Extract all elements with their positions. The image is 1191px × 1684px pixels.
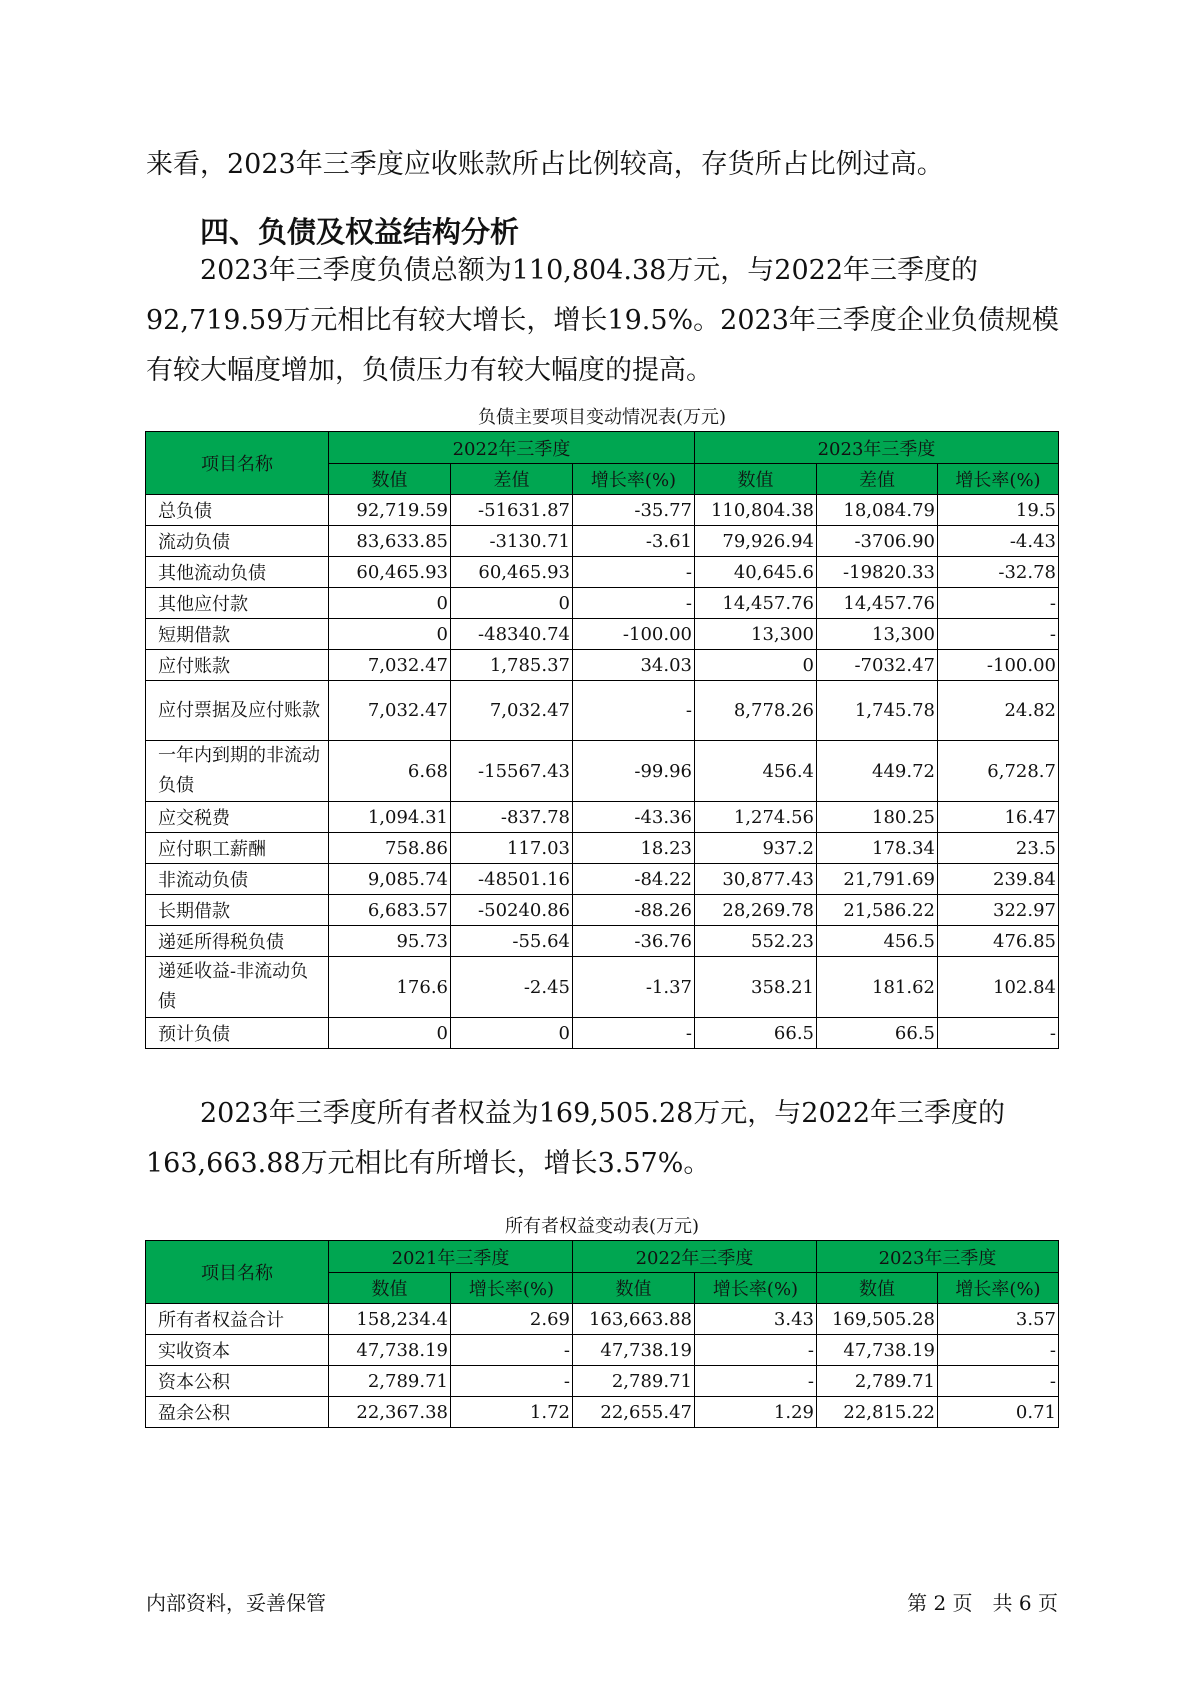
- table-cell: -2.45: [451, 957, 573, 1018]
- table-cell: -19820.33: [817, 557, 938, 588]
- footer-page-number: 第 2 页 共 6 页: [907, 1591, 1058, 1615]
- table-cell: 0.71: [938, 1397, 1059, 1428]
- table-cell: 178.34: [817, 833, 938, 864]
- table-cell: 181.62: [817, 957, 938, 1018]
- table-cell: -: [938, 588, 1059, 619]
- row-label: 递延所得税负债: [146, 926, 329, 957]
- table-cell: 30,877.43: [695, 864, 817, 895]
- table-cell: -100.00: [573, 619, 695, 650]
- table-cell: -3706.90: [817, 526, 938, 557]
- table-cell: -: [938, 1366, 1059, 1397]
- table-cell: 7,032.47: [451, 681, 573, 741]
- row-label: 其他应付款: [146, 588, 329, 619]
- table-cell: 2.69: [451, 1304, 573, 1335]
- item-name-header: 项目名称: [146, 1241, 329, 1304]
- liability-paragraph: 2023年三季度负债总额为110,804.38万元，与2022年三季度的92,719.59万元相比有较大增长，增长19.5%。2023年三季度企业负债规模有较大幅度增加，负债压力有较大幅度的提高。: [146, 255, 1059, 386]
- growth-rate-header: 增长率(%): [573, 464, 695, 495]
- period-header: 2022年三季度: [329, 432, 695, 464]
- table-cell: 1,274.56: [695, 802, 817, 833]
- table-row: [146, 957, 1059, 1018]
- table-cell: 102.84: [938, 957, 1059, 1018]
- table-cell: 163,663.88: [573, 1304, 695, 1335]
- row-label: 其他流动负债: [146, 557, 329, 588]
- equity-paragraph: 2023年三季度所有者权益为169,505.28万元，与2022年三季度的163,663.88万元相比有所增长，增长3.57%。: [146, 1098, 1006, 1179]
- row-label: 长期借款: [146, 895, 329, 926]
- table-cell: 21,586.22: [817, 895, 938, 926]
- table-cell: -3.61: [573, 526, 695, 557]
- table-cell: 79,926.94: [695, 526, 817, 557]
- table-cell: -36.76: [573, 926, 695, 957]
- row-label: 资本公积: [146, 1366, 329, 1397]
- table-cell: 456.5: [817, 926, 938, 957]
- table-cell: 7,032.47: [329, 650, 451, 681]
- table-cell: 176.6: [329, 957, 451, 1018]
- table-cell: 2,789.71: [573, 1366, 695, 1397]
- table-cell: -: [938, 1018, 1059, 1049]
- table-cell: 60,465.93: [329, 557, 451, 588]
- row-label: 递延收益-非流动负债: [146, 957, 329, 1018]
- row-label: 短期借款: [146, 619, 329, 650]
- table-row: [146, 588, 1059, 619]
- table-cell: 92,719.59: [329, 495, 451, 526]
- liability-table: [145, 431, 1059, 1049]
- item-name-header: 项目名称: [146, 432, 329, 495]
- table-cell: 16.47: [938, 802, 1059, 833]
- table-cell: -32.78: [938, 557, 1059, 588]
- table-cell: -55.64: [451, 926, 573, 957]
- period-header: 2021年三季度: [329, 1241, 573, 1273]
- row-label: 实收资本: [146, 1335, 329, 1366]
- table-cell: -3130.71: [451, 526, 573, 557]
- row-label: 一年内到期的非流动负债: [146, 741, 329, 802]
- table-cell: 21,791.69: [817, 864, 938, 895]
- table-cell: -: [573, 681, 695, 741]
- table-cell: -7032.47: [817, 650, 938, 681]
- table-cell: 83,633.85: [329, 526, 451, 557]
- table-cell: 24.82: [938, 681, 1059, 741]
- table-cell: 449.72: [817, 741, 938, 802]
- table-cell: 22,815.22: [817, 1397, 938, 1428]
- table-cell: -48501.16: [451, 864, 573, 895]
- table-cell: -4.43: [938, 526, 1059, 557]
- table-row: [146, 1018, 1059, 1049]
- table-cell: 7,032.47: [329, 681, 451, 741]
- table-cell: 8,778.26: [695, 681, 817, 741]
- table-cell: 6.68: [329, 741, 451, 802]
- table-cell: 0: [451, 1018, 573, 1049]
- row-label: 非流动负债: [146, 864, 329, 895]
- growth-rate-header: 增长率(%): [695, 1273, 817, 1304]
- equity-table: [145, 1240, 1059, 1428]
- table-cell: 180.25: [817, 802, 938, 833]
- table-cell: 23.5: [938, 833, 1059, 864]
- table-row: [146, 619, 1059, 650]
- table-cell: 552.23: [695, 926, 817, 957]
- growth-rate-header: 增长率(%): [938, 1273, 1059, 1304]
- table-cell: -48340.74: [451, 619, 573, 650]
- table-cell: 937.2: [695, 833, 817, 864]
- difference-header: 差值: [817, 464, 938, 495]
- section-heading: 四、负债及权益结构分析: [200, 215, 520, 249]
- table-row: [146, 802, 1059, 833]
- table-cell: 110,804.38: [695, 495, 817, 526]
- table-cell: 1,785.37: [451, 650, 573, 681]
- row-label: 所有者权益合计: [146, 1304, 329, 1335]
- table-cell: 1.72: [451, 1397, 573, 1428]
- table-row: [146, 864, 1059, 895]
- table-cell: 117.03: [451, 833, 573, 864]
- table-cell: 358.21: [695, 957, 817, 1018]
- table-cell: 60,465.93: [451, 557, 573, 588]
- table-cell: 169,505.28: [817, 1304, 938, 1335]
- table-cell: -1.37: [573, 957, 695, 1018]
- value-header: 数值: [573, 1273, 695, 1304]
- table-cell: 18,084.79: [817, 495, 938, 526]
- table-cell: 0: [695, 650, 817, 681]
- table-cell: -88.26: [573, 895, 695, 926]
- table-cell: -100.00: [938, 650, 1059, 681]
- table-cell: 0: [451, 588, 573, 619]
- row-label: 应付票据及应付账款: [146, 681, 329, 741]
- table-cell: 47,738.19: [817, 1335, 938, 1366]
- table-cell: 1,094.31: [329, 802, 451, 833]
- table-cell: -: [695, 1335, 817, 1366]
- table-cell: -837.78: [451, 802, 573, 833]
- table-cell: 476.85: [938, 926, 1059, 957]
- table-row: [146, 650, 1059, 681]
- table-cell: -15567.43: [451, 741, 573, 802]
- table-cell: 158,234.4: [329, 1304, 451, 1335]
- row-label: 应付职工薪酬: [146, 833, 329, 864]
- table-row: [146, 681, 1059, 741]
- table-cell: -: [938, 1335, 1059, 1366]
- row-label: 盈余公积: [146, 1397, 329, 1428]
- table-cell: -: [938, 619, 1059, 650]
- table-cell: 95.73: [329, 926, 451, 957]
- table-cell: 66.5: [817, 1018, 938, 1049]
- table-cell: -: [695, 1366, 817, 1397]
- table-cell: 0: [329, 588, 451, 619]
- table-cell: 13,300: [817, 619, 938, 650]
- table-cell: 0: [329, 1018, 451, 1049]
- equity-table-caption: 所有者权益变动表(万元): [504, 1216, 700, 1237]
- growth-rate-header: 增长率(%): [938, 464, 1059, 495]
- table-row: [146, 495, 1059, 526]
- table-cell: 0: [329, 619, 451, 650]
- table-cell: 34.03: [573, 650, 695, 681]
- value-header: 数值: [695, 464, 817, 495]
- value-header: 数值: [329, 1273, 451, 1304]
- table-cell: 322.97: [938, 895, 1059, 926]
- table-cell: 9,085.74: [329, 864, 451, 895]
- period-header: 2023年三季度: [817, 1241, 1059, 1273]
- table-cell: 2,789.71: [817, 1366, 938, 1397]
- row-label: 应付账款: [146, 650, 329, 681]
- table-cell: 758.86: [329, 833, 451, 864]
- table-row: [146, 1366, 1059, 1397]
- table-cell: 14,457.76: [695, 588, 817, 619]
- table-cell: -: [573, 557, 695, 588]
- table-row: [146, 926, 1059, 957]
- table-cell: -35.77: [573, 495, 695, 526]
- value-header: 数值: [329, 464, 451, 495]
- table-cell: 239.84: [938, 864, 1059, 895]
- period-header: 2022年三季度: [573, 1241, 817, 1273]
- table-cell: 456.4: [695, 741, 817, 802]
- table-cell: 19.5: [938, 495, 1059, 526]
- table-row: [146, 741, 1059, 802]
- table-cell: 1,745.78: [817, 681, 938, 741]
- difference-header: 差值: [451, 464, 573, 495]
- table-cell: 14,457.76: [817, 588, 938, 619]
- table-cell: -43.36: [573, 802, 695, 833]
- table-row: [146, 1397, 1059, 1428]
- table-cell: 6,683.57: [329, 895, 451, 926]
- value-header: 数值: [817, 1273, 938, 1304]
- table-cell: -: [573, 1018, 695, 1049]
- table-row: [146, 1304, 1059, 1335]
- table-cell: 22,655.47: [573, 1397, 695, 1428]
- liability-table-caption: 负债主要项目变动情况表(万元): [477, 407, 727, 428]
- table-cell: 3.57: [938, 1304, 1059, 1335]
- table-cell: 2,789.71: [329, 1366, 451, 1397]
- table-cell: -84.22: [573, 864, 695, 895]
- table-cell: 13,300: [695, 619, 817, 650]
- table-cell: 47,738.19: [329, 1335, 451, 1366]
- intro-paragraph-tail: 来看，2023年三季度应收账款所占比例较高，存货所占比例过高。: [146, 149, 944, 180]
- table-cell: -51631.87: [451, 495, 573, 526]
- row-label: 应交税费: [146, 802, 329, 833]
- table-cell: -: [573, 588, 695, 619]
- table-cell: 1.29: [695, 1397, 817, 1428]
- table-cell: 22,367.38: [329, 1397, 451, 1428]
- table-cell: -99.96: [573, 741, 695, 802]
- table-cell: -50240.86: [451, 895, 573, 926]
- row-label: 预计负债: [146, 1018, 329, 1049]
- table-cell: 66.5: [695, 1018, 817, 1049]
- table-row: [146, 1335, 1059, 1366]
- growth-rate-header: 增长率(%): [451, 1273, 573, 1304]
- table-row: [146, 833, 1059, 864]
- table-cell: 6,728.7: [938, 741, 1059, 802]
- table-cell: -: [451, 1335, 573, 1366]
- table-cell: 28,269.78: [695, 895, 817, 926]
- period-header: 2023年三季度: [695, 432, 1059, 464]
- table-cell: 40,645.6: [695, 557, 817, 588]
- table-row: [146, 526, 1059, 557]
- row-label: 总负债: [146, 495, 329, 526]
- table-row: [146, 557, 1059, 588]
- footer-confidential-note: 内部资料，妥善保管: [146, 1591, 326, 1615]
- table-row: [146, 895, 1059, 926]
- table-cell: 3.43: [695, 1304, 817, 1335]
- table-cell: -: [451, 1366, 573, 1397]
- row-label: 流动负债: [146, 526, 329, 557]
- table-cell: 47,738.19: [573, 1335, 695, 1366]
- table-cell: 18.23: [573, 833, 695, 864]
